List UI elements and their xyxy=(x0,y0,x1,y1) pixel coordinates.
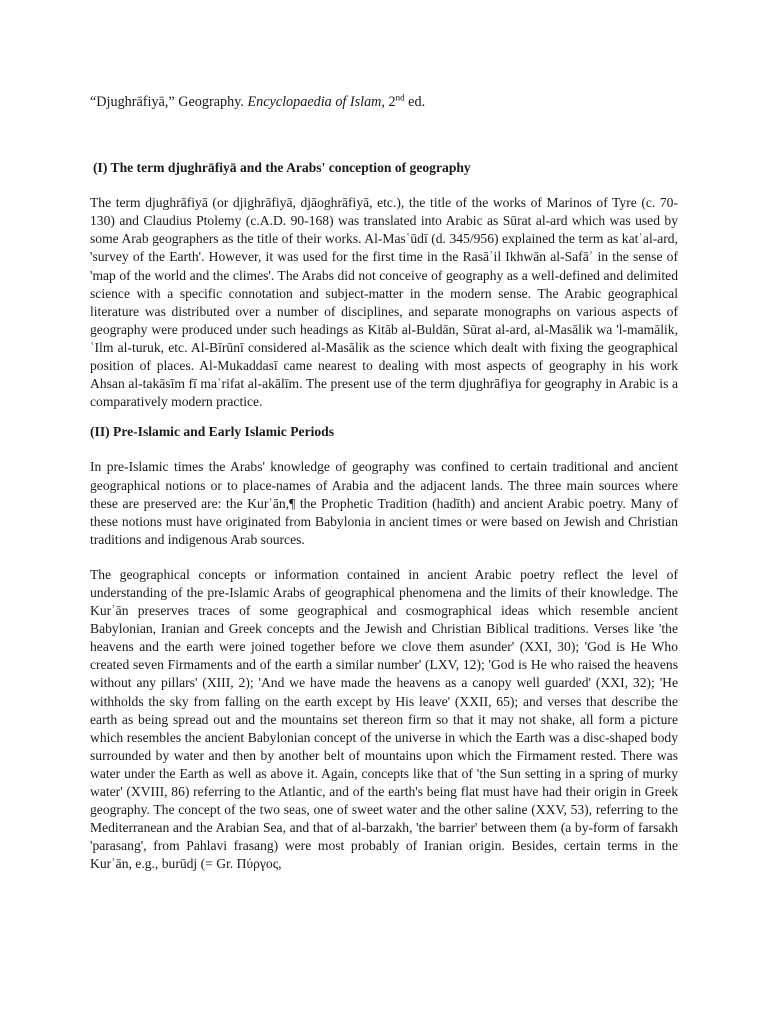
section-1-paragraph: The term djughrāfiyā (or djighrāfiyā, djāoghrāfiyā, etc.), the title of the works of Marinos of Tyre (c. 70-130) and Claudius Ptolemy (c.A.D. 90-168) was translated into Arabic as Sūrat al-ard which was used by some Arab geographers as the title of their works. Al-Masʿūdī (d. 345/956) explained the term as katʿal-ard, 'survey of the Earth'. However, it was used for the first time in the Rasāʾil Ikhwān al-Safāʾ in the sense of 'map of the world and the climes'. The Arabs did not conceive of geography as a well-defined and delimited science with a specific connotation and subject-matter in the modern sense. The Arabic geographical literature was distributed over a number of disciplines, and separate monographs on various aspects of geography were produced under such headings as Kitāb al-Buldān, Sūrat al-ard, al-Masālik wa 'l-mamālik, ʿIlm al-turuk, etc. Al-Bīrūnī considered al-Masālik as the science which dealt with fixing the geographical position of places. Al-Mukaddasī came nearest to dealing with most aspects of geography in his work Ahsan al-takāsīm fī maʿrifat al-akālīm. The present use of the term djughrāfiya for geography in Arabic is a comparatively modern practice. xyxy=(90,195,678,410)
article-citation xyxy=(90,93,678,111)
article-source: Geography. xyxy=(178,94,244,110)
article-edition-suffix-sup: nd xyxy=(395,92,405,103)
article-term: “Djughrāfiyā,” xyxy=(90,94,175,110)
section-2-paragraph-1: In pre-Islamic times the Arabs' knowledge of geography was confined to certain traditional and ancient geographical notions or to place-names of Arabia and the adjacent lands. The three main sources where these are preserved are: the Kurʾān,¶ the Prophetic Tradition (hadīth) and ancient Arabic poetry. Many of these notions must have originated from Babylonia in ancient times or were based on Jewish and Christian traditions and indigenous Arab sources. xyxy=(90,459,678,547)
section-1-title: (I) The term djughrāfiyā and the Arabs' conception of geography xyxy=(93,160,471,176)
section-2-title: (II) Pre-Islamic and Early Islamic Periods xyxy=(90,424,335,440)
document-page xyxy=(90,93,678,873)
article-edition-suffix: ed. xyxy=(408,94,426,110)
article-edition-number: 2 xyxy=(388,94,396,110)
section-2-paragraph-2: The geographical concepts or information contained in ancient Arabic poetry reflect the level of understanding of the pre-Islamic Arabs of geographical phenomena and the limits of their knowledge. The Kurʾān preserves traces of some geographical and cosmographical ideas which resemble ancient Babylonian, Iranian and Greek concepts and the Jewish and Christian Biblical traditions. Verses like 'the heavens and the earth were joined together before we clove them asunder' (XXI, 30); 'God is He Who created seven Firmaments and of the earth a similar number' (LXV, 12); 'God is He who raised the heavens without any pillars' (XIII, 2); 'And we have made the heavens as a canopy well guarded' (XXI, 32); 'He withholds the sky from falling on the earth except by His leave' (XXII, 65); and verses that describe the earth as being spread out and the mountains set thereon firm so that it may not shake, all form a picture which resembles the ancient Babylonian concept of the universe in which the Earth was a disc-shaped body surrounded by water and then by another belt of mountains upon which the Firmament rested. There was water under the Earth as well as above it. Again, concepts like that of 'the Sun setting in a spring of murky water' (XVIII, 86) referring to the Atlantic, and of the earth's being flat must have had their origin in Greek geography. The concept of the two seas, one of sweet water and the other saline (XXV, 53), referring to the Mediterranean and the Arabian Sea, and that of al-barzakh, 'the barrier' between them (a by-form of farsakh 'parasang', from Pahlavi frasang) were most probably of Iranian origin. Besides, certain terms in the Kurʾān, e.g., burūdj (= Gr. Πύργος, xyxy=(90,566,678,872)
article-work: Encyclopaedia of Islam, xyxy=(247,94,385,110)
